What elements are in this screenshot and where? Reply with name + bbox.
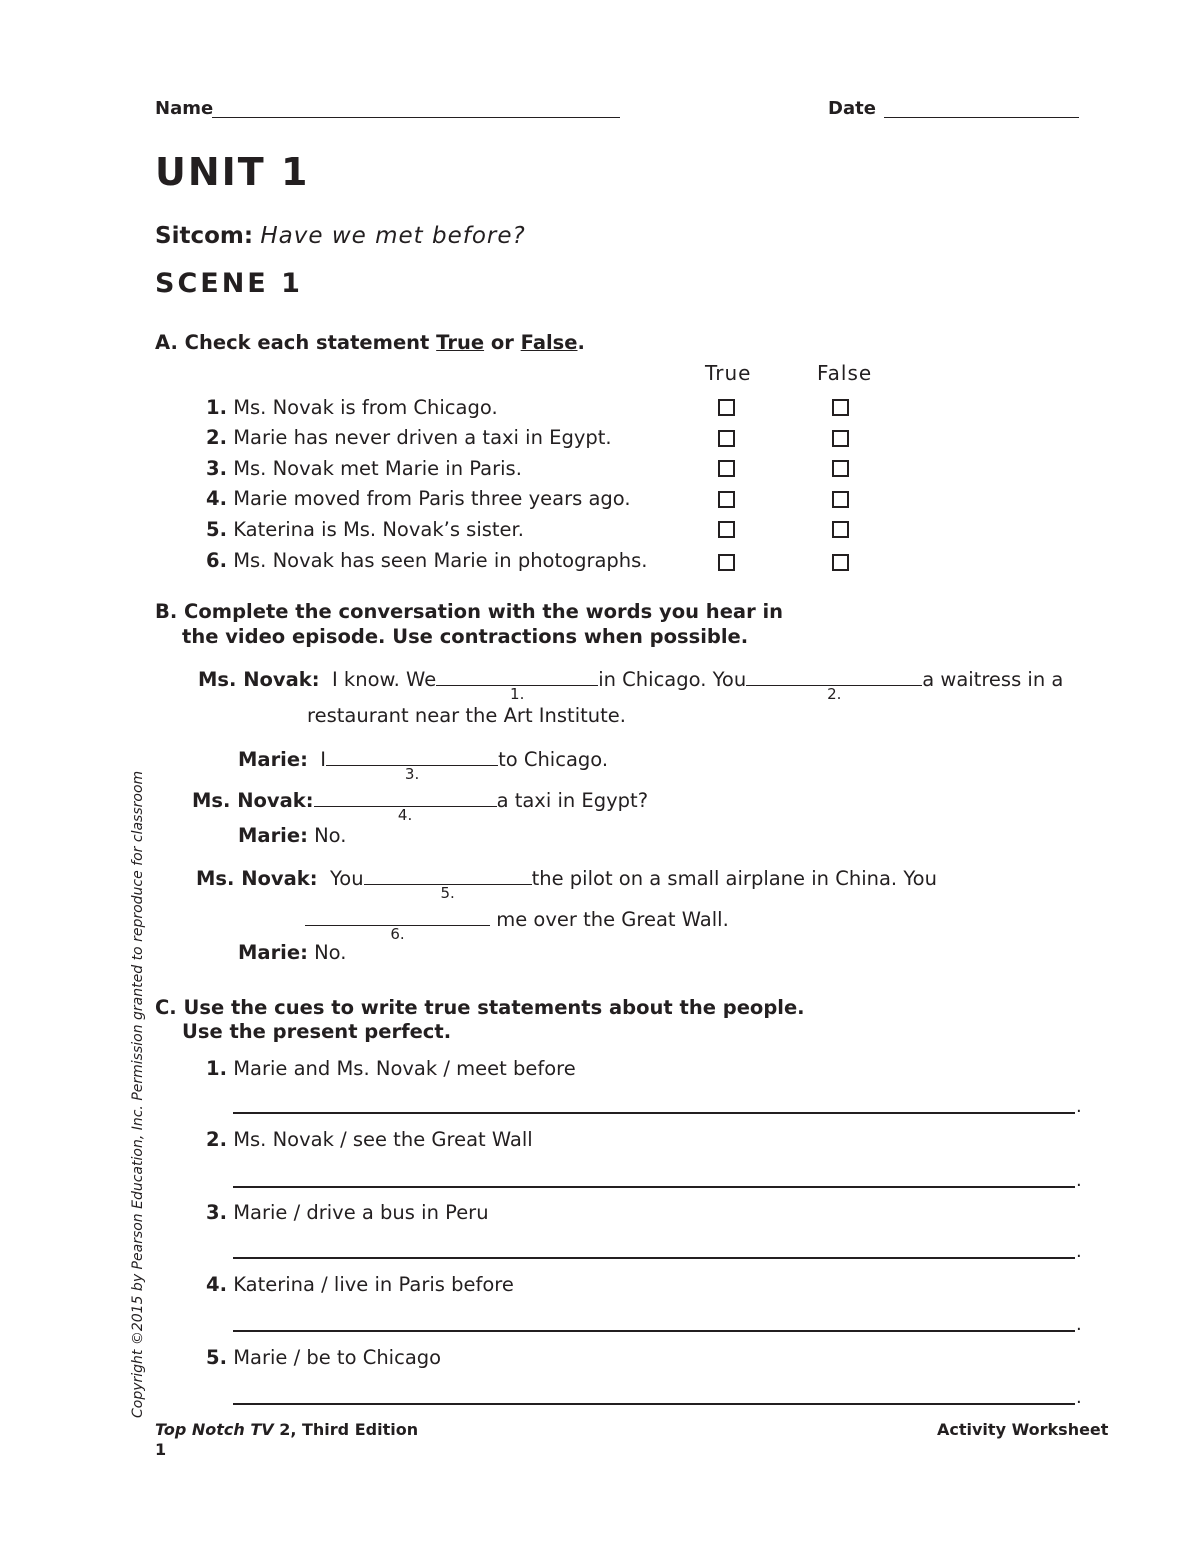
- cue-item: [206, 1273, 514, 1296]
- dialogue-text: I know. We: [331, 668, 437, 691]
- statement-number: 1.: [206, 396, 227, 419]
- section-a-end: .: [577, 331, 585, 354]
- statement-item: [206, 549, 648, 572]
- column-header-false: False: [817, 361, 873, 385]
- dialogue-text: No.: [314, 824, 347, 847]
- dialogue-continuation: restaurant near the Art Institute.: [307, 704, 626, 727]
- footer-worksheet-label: Activity Worksheet: [937, 1420, 1109, 1439]
- dialogue-line-5-continuation: [305, 903, 729, 943]
- dialogue-text: You: [329, 867, 364, 890]
- unit-title: UNIT 1: [155, 150, 310, 194]
- dialogue-text: the pilot on a small airplane in China. You: [531, 867, 937, 890]
- date-field[interactable]: [884, 117, 1079, 118]
- dialogue-line-5: [196, 862, 937, 902]
- answer-blank-4[interactable]: [314, 784, 497, 824]
- cue-number: 4.: [206, 1273, 227, 1296]
- section-a-false-word: False: [520, 331, 578, 354]
- statement-number: 2.: [206, 426, 227, 449]
- statement-item: [206, 396, 498, 419]
- statement-item: [206, 487, 631, 510]
- false-checkbox-5[interactable]: [832, 521, 849, 538]
- section-a-prefix: A. Check each statement: [155, 331, 437, 354]
- writing-line-3[interactable]: [233, 1257, 1075, 1259]
- statement-number: 4.: [206, 487, 227, 510]
- page-number: 1: [155, 1440, 167, 1459]
- speaker-label: Marie:: [238, 824, 308, 847]
- cue-text: Marie / drive a bus in Peru: [233, 1201, 489, 1224]
- writing-line-4[interactable]: [233, 1330, 1075, 1332]
- cue-text: Marie / be to Chicago: [233, 1346, 442, 1369]
- footer-book-italic: Top Notch TV: [155, 1420, 274, 1439]
- statement-number: 3.: [206, 457, 227, 480]
- cue-item: [206, 1057, 576, 1080]
- writing-line-1[interactable]: [233, 1112, 1075, 1114]
- answer-blank-2[interactable]: [746, 663, 922, 703]
- true-checkbox-5[interactable]: [718, 521, 735, 538]
- dialogue-text: me over the Great Wall.: [496, 908, 729, 931]
- section-c-instruction-line2: Use the present perfect.: [182, 1020, 452, 1043]
- writing-line-5[interactable]: [233, 1403, 1075, 1405]
- speaker-label: Ms. Novak:: [198, 668, 320, 691]
- footer-book-edition: 2, Third Edition: [273, 1420, 419, 1439]
- dialogue-text: No.: [314, 941, 347, 964]
- section-a-or-word: or: [484, 331, 521, 354]
- true-checkbox-1[interactable]: [718, 399, 735, 416]
- statement-text: Ms. Novak is from Chicago.: [233, 396, 498, 419]
- speaker-label: Ms. Novak:: [192, 789, 314, 812]
- statement-text: Katerina is Ms. Novak’s sister.: [233, 518, 524, 541]
- copyright-notice: Copyright ©2015 by Pearson Education, Inc. Permission granted to reproduce for classroom: [130, 770, 146, 1418]
- statement-number: 5.: [206, 518, 227, 541]
- statement-item: [206, 426, 612, 449]
- statement-item: [206, 518, 524, 541]
- cue-text: Ms. Novak / see the Great Wall: [233, 1128, 533, 1151]
- answer-blank-6[interactable]: [305, 903, 490, 943]
- dialogue-text: a waitress in a: [922, 668, 1064, 691]
- statement-text: Marie has never driven a taxi in Egypt.: [233, 426, 612, 449]
- cue-item: [206, 1128, 533, 1151]
- cue-number: 2.: [206, 1128, 227, 1151]
- dialogue-line-3: [192, 784, 649, 824]
- dialogue-text: in Chicago. You: [598, 668, 747, 691]
- dialogue-text: a taxi in Egypt?: [496, 789, 649, 812]
- true-checkbox-4[interactable]: [718, 491, 735, 508]
- dialogue-text: to Chicago.: [498, 748, 609, 771]
- answer-blank-3[interactable]: [326, 743, 498, 783]
- writing-line-period: .: [1076, 1387, 1082, 1408]
- cue-item: [206, 1346, 441, 1369]
- blank-number: 2.: [827, 685, 842, 703]
- cue-text: Marie and Ms. Novak / meet before: [233, 1057, 576, 1080]
- writing-line-period: .: [1076, 1096, 1082, 1117]
- cue-item: [206, 1201, 489, 1224]
- blank-number: 3.: [404, 765, 420, 783]
- statement-number: 6.: [206, 549, 227, 572]
- section-b-instruction-line2: the video episode. Use contractions when possible.: [182, 625, 749, 648]
- dialogue-line-1: [198, 663, 1064, 703]
- true-checkbox-2[interactable]: [718, 430, 735, 447]
- section-b-instruction-line1: B. Complete the conversation with the words you hear in: [155, 600, 784, 623]
- date-label: Date: [828, 98, 876, 119]
- writing-line-period: .: [1076, 1314, 1082, 1335]
- blank-number: 5.: [440, 884, 455, 902]
- cue-number: 5.: [206, 1346, 227, 1369]
- cue-text: Katerina / live in Paris before: [233, 1273, 514, 1296]
- answer-blank-5[interactable]: [364, 862, 532, 902]
- false-checkbox-6[interactable]: [832, 554, 849, 571]
- true-checkbox-3[interactable]: [718, 460, 735, 477]
- section-a-true-word: True: [436, 331, 485, 354]
- dialogue-line-4: [238, 824, 346, 847]
- scene-title: SCENE 1: [155, 268, 303, 299]
- dialogue-line-6: [238, 941, 346, 964]
- sitcom-label: Sitcom:: [155, 223, 254, 249]
- column-header-true: True: [705, 361, 752, 385]
- false-checkbox-2[interactable]: [832, 430, 849, 447]
- writing-line-2[interactable]: [233, 1186, 1075, 1188]
- answer-blank-1[interactable]: [436, 663, 598, 703]
- footer-book-title: [155, 1420, 418, 1439]
- cue-number: 1.: [206, 1057, 227, 1080]
- writing-line-period: .: [1076, 1170, 1082, 1191]
- section-c-instruction-line1: C. Use the cues to write true statements about the people.: [155, 996, 805, 1019]
- speaker-label: Marie:: [238, 748, 308, 771]
- dialogue-text: I: [320, 748, 327, 771]
- true-checkbox-6[interactable]: [718, 554, 735, 571]
- statement-item: [206, 457, 522, 480]
- false-checkbox-1[interactable]: [832, 399, 849, 416]
- blank-number: 4.: [397, 806, 413, 824]
- false-checkbox-4[interactable]: [832, 491, 849, 508]
- blank-number: 1.: [510, 685, 525, 703]
- dialogue-line-2: [238, 743, 609, 783]
- writing-line-period: .: [1076, 1241, 1082, 1262]
- statement-text: Ms. Novak has seen Marie in photographs.: [233, 549, 648, 572]
- section-a-instruction: [155, 331, 585, 354]
- statement-text: Marie moved from Paris three years ago.: [233, 487, 631, 510]
- statement-text: Ms. Novak met Marie in Paris.: [233, 457, 522, 480]
- cue-number: 3.: [206, 1201, 227, 1224]
- name-label: Name: [155, 98, 214, 119]
- sitcom-episode: Have we met before?: [260, 223, 526, 249]
- false-checkbox-3[interactable]: [832, 460, 849, 477]
- speaker-label: Ms. Novak:: [196, 867, 318, 890]
- sitcom-title: [155, 223, 526, 249]
- blank-number: 6.: [390, 925, 405, 943]
- speaker-label: Marie:: [238, 941, 308, 964]
- name-field[interactable]: [212, 117, 620, 118]
